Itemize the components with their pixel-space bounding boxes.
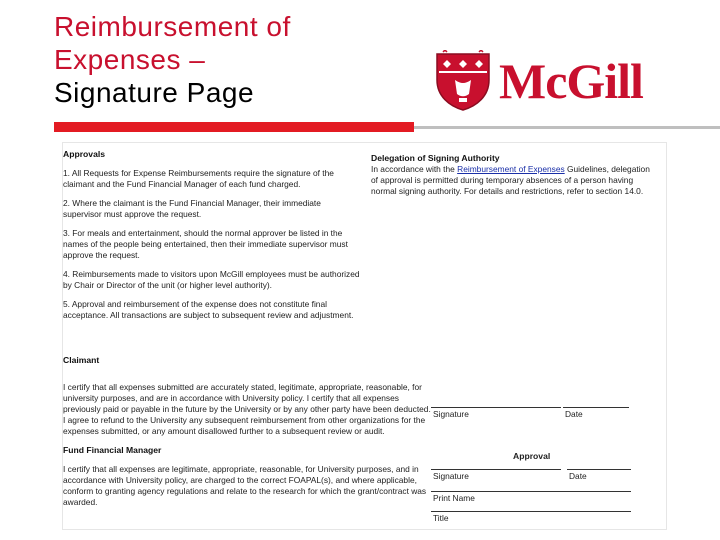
delegation-section bbox=[371, 153, 659, 197]
ffm-date-line bbox=[567, 469, 631, 470]
approvals-item-5: 5. Approval and reimbursement of the expense does not constitute final acceptance. All transactions are subject to subsequent review and adjustment. bbox=[63, 299, 354, 320]
approvals-item-2: 2. Where the claimant is the Fund Financial Manager, their immediate supervisor must approve the request. bbox=[63, 198, 321, 219]
claimant-heading: Claimant bbox=[63, 355, 100, 365]
delegation-text bbox=[371, 164, 659, 197]
title-rule-gray bbox=[414, 126, 720, 129]
claimant-section bbox=[63, 355, 431, 437]
slide-title-line-2: Expenses – bbox=[54, 44, 206, 75]
mcgill-wordmark: McGill bbox=[499, 53, 643, 109]
claimant-date-line bbox=[563, 407, 629, 408]
claimant-signature-label: Signature bbox=[433, 409, 469, 419]
claimant-signature-line bbox=[431, 407, 561, 408]
slide-title bbox=[54, 10, 394, 109]
ffm-signature-line bbox=[431, 469, 561, 470]
ffm-approval-heading: Approval bbox=[513, 451, 551, 461]
approvals-item-3: 3. For meals and entertainment, should the normal approver be listed in the names of the people being entertained, then their immediate supervisor must approve the request. bbox=[63, 228, 348, 260]
reimbursement-guidelines-link[interactable]: Reimbursement of Expenses bbox=[457, 164, 565, 174]
ffm-certification-text: I certify that all expenses are legitimate, appropriate, reasonable, for University purposes, and in accordance with University policy, are charged to the correct FOAPAL(s), and where applicable, conform to granting agency regulations and relate to the research for which the grant/contract was awarded. bbox=[63, 464, 427, 507]
ffm-title-label: Title bbox=[433, 513, 449, 523]
ffm-section bbox=[63, 445, 431, 508]
delegation-text-after: Guidelines, delegation of approval is permitted during temporary absences of a person having normal signing authority. For details and restrictions, refer to section 14.0. bbox=[371, 164, 650, 196]
approvals-heading: Approvals bbox=[63, 149, 106, 159]
ffm-print-name-label: Print Name bbox=[433, 493, 475, 503]
ffm-date-label: Date bbox=[569, 471, 587, 481]
approvals-item-1: 1. All Requests for Expense Reimbursements require the signature of the claimant and the Fund Financial Manager of each fund charged. bbox=[63, 168, 334, 189]
delegation-heading: Delegation of Signing Authority bbox=[371, 153, 500, 163]
ffm-heading: Fund Financial Manager bbox=[63, 445, 162, 455]
title-rule-red bbox=[54, 122, 414, 132]
claimant-certification-text: I certify that all expenses submitted are accurately stated, legitimate, appropriate, reasonable, for university purposes, and are in accordance with University policy. I certify that all expenses previously paid or payable in the future by the University or by any other party have been deducted. I agree to refund to the University any subsequent reimbursement from other organizations for the expenses submitted, or any amount disallowed further to a subsequent review or audit. bbox=[63, 382, 431, 436]
ffm-title-line bbox=[431, 511, 631, 512]
slide-title-line-3: Signature Page bbox=[54, 77, 255, 108]
slide-title-line-1: Reimbursement of bbox=[54, 11, 291, 42]
approvals-item-4: 4. Reimbursements made to visitors upon McGill employees must be authorized by Chair or Director of the unit (or higher level authority). bbox=[63, 269, 360, 290]
delegation-text-before: In accordance with the bbox=[371, 164, 458, 174]
ffm-signature-label: Signature bbox=[433, 471, 469, 481]
ffm-print-name-line bbox=[431, 491, 631, 492]
claimant-date-label: Date bbox=[565, 409, 583, 419]
signature-form-scan bbox=[62, 142, 667, 530]
mcgill-crest-icon bbox=[433, 50, 493, 112]
mcgill-logo bbox=[433, 50, 678, 112]
approvals-section bbox=[63, 149, 361, 321]
